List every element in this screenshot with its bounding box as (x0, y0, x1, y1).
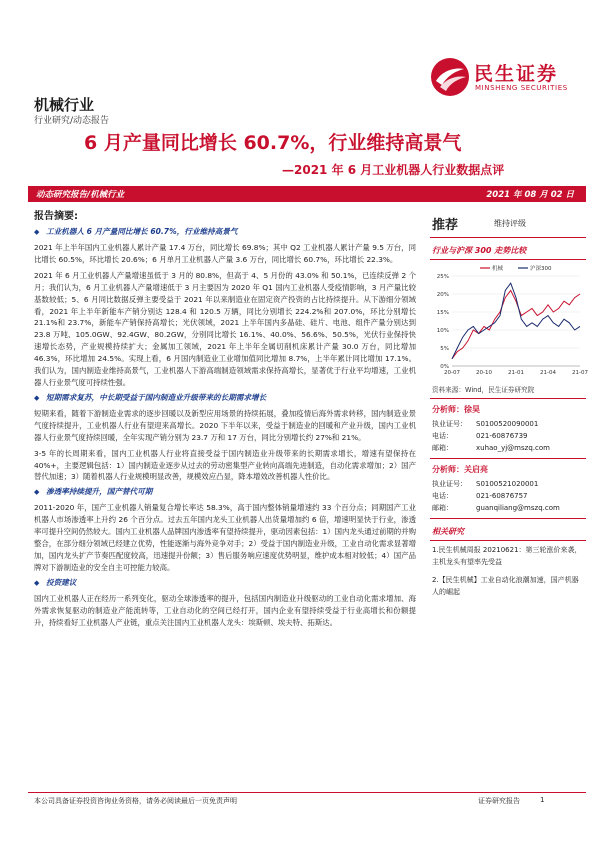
series-line-1 (452, 283, 580, 359)
summary-paragraph: 2021 年上半年国内工业机器人累计产量 17.4 万台，同比增长 69.8%；其中 Q2 工业机器人累计产量 9.5 万台，同比增长 60.5%，环比增长 20.6%；6 月单月工业机器人产量 3.6 万台，同比增长 60.7%，环比增长 22.3%。 (34, 243, 416, 264)
report-date: 2021 年 08 月 02 日 (486, 190, 574, 200)
summary-bullet: ◆ 投资建议 (34, 577, 416, 589)
header-bar (28, 186, 586, 202)
info-value: 021-60876739 (476, 432, 528, 440)
analyst-name: 分析师：徐昊 (432, 405, 480, 414)
analyst-info-row (432, 418, 584, 430)
brand-name: 民生证券 (474, 63, 559, 85)
legend-label: 机械 (492, 266, 504, 272)
chart-source: 资料来源：Wind，民生证券研究院 (430, 380, 586, 399)
brand-logo (430, 57, 580, 97)
summary-paragraph: 国内工业机器人正在经历一系列变化，驱动全球渗透率的提升，包括国内制造业升级驱动的工业自动化需求增加、海外需求恢复驱动的制造业产能流转等，工业自动化的空间已经打开，国内企业有望持续受益于行业高增长和份额提升，持续看好工业机器人产业链，重点关注国内工业机器人龙头：埃斯顿、埃夫特、拓斯达。 (34, 593, 416, 627)
x-tick-label: 21-07 (572, 370, 588, 376)
y-tick-label: 25% (436, 274, 449, 280)
chart-title: 行业与沪深 300 走势比较 (430, 242, 586, 260)
x-tick-label: 20-10 (476, 370, 492, 376)
info-label: 邮箱： (432, 444, 453, 452)
series-line-0 (452, 290, 580, 358)
page-number: 1 (540, 796, 545, 804)
analyst-info-row (432, 490, 584, 502)
email-link[interactable]: xuhao_yj@mszq.com (476, 444, 550, 452)
brand-name-en: MINSHENG SECURITIES (475, 84, 568, 92)
report-subtitle: —2021 年 6 月工业机器人行业数据点评 (282, 163, 505, 177)
analyst-info-row (432, 442, 584, 454)
footer-label: 证券研究报告 (478, 797, 520, 805)
info-label: 电话： (432, 492, 453, 500)
analyst-info-row (432, 478, 584, 490)
legend-label: 沪深300 (530, 266, 552, 272)
y-tick-label: 15% (436, 310, 449, 316)
analyst-card (430, 459, 586, 519)
trend-chart-svg (430, 262, 586, 380)
x-tick-label: 21-04 (540, 370, 556, 376)
brand-logo-icon (430, 57, 470, 97)
rating-box (430, 210, 586, 238)
summary-paragraph: 2011-2020 年，国产工业机器人销量复合增长率达 58.3%，高于国内整体销量增速约 33 个百分点；同期国产工业机器人市场渗透率上升约 26 个百分点。过去五年国内龙头工业机器人出货量增加约 6 倍，增速明显快于行业，渗透率可提升空间仍然较大。国内工业机器人品牌国内渗透率有望持续提升，驱动因素包括：1）国内龙头通过前期的并购整合，在部分细分领域已经建立优势，性能逐渐与海外竞争对手；2）受益于国内制造业升级，工业自动化需求显著增加，国内龙头扩产节奏匹配度较高，迅速提升份额；3）售后服务响应速度优势明显，维护成本相对较低；4）国产品牌对下游制造业的安全自主可控能力较高。 (34, 503, 416, 572)
summary-body (34, 223, 416, 628)
email-link[interactable]: guanqiliang@mszq.com (476, 504, 560, 512)
y-tick-label: 20% (436, 292, 449, 298)
footer-disclaimer: 本公司具备证券投资咨询业务资格，请务必阅读最后一页免责声明 (34, 797, 237, 805)
related-title: 相关研究 (430, 523, 586, 541)
info-value: S0100521020001 (476, 480, 539, 488)
summary-heading: 报告摘要: (34, 211, 78, 222)
summary-paragraph: 短期来看，随着下游制造业需求的逐步回暖以及新型应用场景的持续拓展，叠加疫情后海外需求转移，国内制造业景气度持续提升，工业机器人行业有望迎来高增长。2020 下半年以来，受益于制造业的回暖和产业升级，国内工业机器人行业景气度持续回暖，全年实现产销分别为 23.7 万和 17 万台，同比分别增长约 27%和 21%。 (34, 408, 416, 442)
summary-paragraph: 3-5 年的长周期来看，国内工业机器人行业将直接受益于国内制造业升级带来的长期需求增长，增速有望保持在 40%+，主要逻辑包括：1）国内制造业逐步从过去的劳动密集型产业转向高端先进制造，自动化需求增加；2）国产替代加速；3）随着机器人行业规模明显改善，规模效应凸显，降本增效改善机器人性价比。 (34, 448, 416, 482)
y-tick-label: 0% (440, 364, 449, 370)
info-label: 邮箱： (432, 504, 453, 512)
x-tick-label: 21-01 (508, 370, 524, 376)
related-report-link[interactable]: 1.民生机械周报 20210621：第三轮涨价来袭，主机龙头有望率先受益 (432, 546, 582, 566)
y-tick-label: 5% (440, 346, 449, 352)
info-label: 执业证号： (432, 480, 467, 488)
analyst-info-row (432, 430, 584, 442)
summary-paragraph: 2021 年 6 月工业机器人产量增速虽低于 3 月的 80.8%，但高于 4、5 月份的 43.0% 和 50.1%，已连续反弹 2 个月；我们认为，6 月工业机器人产量增速低于 3 月主要因为 2020 年 Q1 国内工业机器人受疫情影响，3 月产量比较基数较低；5、6 月同比数据反弹主要受益于 2021 年以来制造业在固定资产投资的占比持续提升。从下游细分领域看，2021 年上半年新能车产销分别达 128.4 和 120.5 万辆，同比分别增长 224.2%和 207.0%，环比分别增长 21.1%和 23.7%，新能车产销保持高增长；光伏领域，2021 上半年国内多晶硅、硅片、电池、组件产量分别达到 23.8 万吨、105.0GW、92.4GW、80.2GW，分别同比增长 16.1%、40.0%、56.6%、50.5%，光伏行业保持快速增长态势，产业规模持续扩大；金属加工领域，2021 年上半年全属切削机床累计产量 30.0 万台，同比增加 46.3%，环比增加 24.5%。实现上看，6 月国内制造业工业增加值同比增加 8.7%，上半年累计同比增加 17.1%。我们认为，国内制造业维持高景气，工业机器人下游高端制造领域需求保持高增长，显著优于行业平均增速，工业机器人行业景气度可持续性强。 (34, 270, 416, 387)
trend-chart (430, 262, 586, 380)
summary-bullet: ◆ 渗透率持续提升，国产替代可期 (34, 486, 416, 498)
report-category: 动态研究报告/机械行业 (36, 190, 125, 200)
industry-label: 机械行业 (34, 96, 95, 114)
info-value: 021-60876757 (476, 492, 528, 500)
info-label: 执业证号： (432, 420, 467, 428)
report-type: 行业研究/动态报告 (34, 116, 110, 126)
related-report-link[interactable]: 2.【民生机械】工业自动化浪潮加速，国产机器人的崛起 (432, 576, 579, 596)
summary-bullet: ◆ 工业机器人 6 月产量同比增长 60.7%，行业维持高景气 (34, 226, 416, 238)
analyst-name: 分析师：关启亮 (432, 465, 488, 474)
analyst-info-row (432, 502, 584, 514)
info-value: S0100520090001 (476, 420, 539, 428)
analyst-card (430, 399, 586, 459)
sidebar (430, 210, 586, 601)
summary-bullet: ◆ 短期需求复苏，中长期受益于国内制造业升级带来的长期需求增长 (34, 392, 416, 404)
y-tick-label: 10% (436, 328, 449, 334)
report-title: 6 月产量同比增长 60.7%，行业维持高景气 (84, 132, 462, 154)
rating-note: 维持评级 (494, 219, 526, 228)
footer-divider (28, 792, 586, 793)
x-tick-label: 20-07 (444, 370, 460, 376)
info-label: 电话： (432, 432, 453, 440)
rating-value: 推荐 (432, 218, 459, 233)
